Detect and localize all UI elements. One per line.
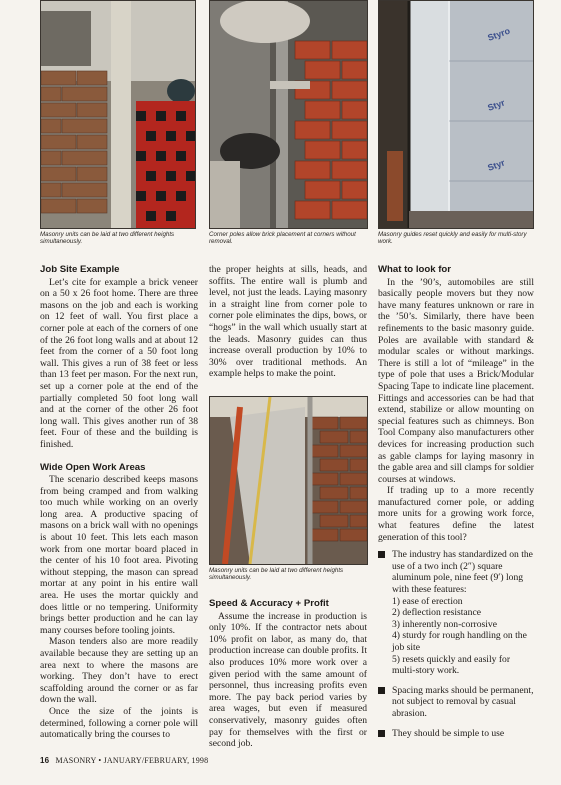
photo-caption: Masonry units can be laid at two different heights simultaneously. <box>209 567 344 582</box>
paragraph: The scenario described keeps masons from being cramped and from walking too much while working on an overly long area. A productive spacing of masons on a brick wall with no openings is about 10 feet. This lets each mason work from one mortar board placed in the center of his 10 foot area. Pivoting without stepping, the mason can spread mortar at any point in his entire wall area. He uses the mortar quickly and does little or no tempering. Uniformity brings better production and he can lay many courses before tooling joints. <box>40 474 198 636</box>
paragraph: the proper heights at sills, heads, and soffits. The entire wall is plumb and level, not just the leads. Laying masonry in a straight line from corner pole to corner pole eliminates the dips, bows, or “hogs” in the wall which usually start at the leads. Masonry guides can thus increase overall production by 10% to 30% over traditional methods. An example helps to make the point. <box>209 264 367 380</box>
section-heading: Job Site Example <box>40 264 120 275</box>
publication-name: MASONRY • JANUARY/FEBRUARY, 1998 <box>55 756 209 765</box>
svg-text:Styro: Styro <box>486 25 512 43</box>
section-heading: What to look for <box>378 264 452 275</box>
article-column-2 <box>209 264 367 380</box>
list-item: Spacing marks should be permanent, not subject to removal by casual abrasion. <box>378 685 534 720</box>
list-item: 5) resets quickly and easily for multi-story work. <box>392 653 511 677</box>
section-heading: Wide Open Work Areas <box>40 461 146 473</box>
list-item: 3) inherently non-corrosive <box>392 618 497 630</box>
paragraph: Let’s cite for example a brick veneer on a 50 x 26 foot home. There are three masons on the job and each is working on 12 feet of wall. You first place a corner pole at each of the corners of one of the 26 foot long walls and at about 12 feet from the corner of a 50 foot long wall. This gives a run of 38 feet or less than 13 feet per mason. For the next run, set up a corner pole at the end of the partially completed 50 foot long wall and at the corner of the other 26 foot long wall. This gives another run of 38 feet. Four of these and the building is finished. <box>40 276 198 450</box>
list-item: 2) deflection resistance <box>392 607 481 619</box>
list-item: 4) sturdy for rough handling on the job site <box>392 630 527 653</box>
photo-caption: Masonry guides reset quickly and easily for multi-story work. <box>378 231 527 246</box>
paragraph: In the ’90’s, automobiles are still basically people movers but they now have many features unknown or rare in the ’50’s. Similarly, there have been refinements to the basic masonry guide. Poles are available with standard & modular scales or without markings. There is still a lot of “mileage” in the type of pole that uses a Brick/Modular Spacing Tape to indicate line placement. Fittings and accessories can be had that extend, stabilize or allow mounting on special features such as chimneys. Bon Tool Company also manufacturers other devices for increasing production such as gable clamps for laying masonry in the gable area and sill clamps for soldier courses at windows. <box>378 276 534 485</box>
svg-text:Styr: Styr <box>486 97 507 113</box>
article-column-2-continued <box>209 598 367 750</box>
photo-caption: Corner poles allow brick placement at corners without removal. <box>209 231 356 246</box>
list-item: They should be simple to use <box>378 728 534 740</box>
list-item: The industry has standardized on the use of a two inch (2″) square aluminum pole, nine feet (9′) long with these features: 1) ease of erection 2) deflection resistance 3) inherently non-corrosive 4) sturdy for rough handling on the job site 5) resets quickly and easily for multi-story work. <box>378 549 534 677</box>
photo-corner-pole <box>209 0 368 229</box>
list-item: 1) ease of erection <box>392 595 463 607</box>
section-heading: Speed & Accuracy + Profit <box>209 598 329 609</box>
paragraph: Mason tenders also are more readily available because they are setting up an area next to where the masons are working. They don’t have to erect scaffolding around the corner or as far down the wall. <box>40 636 198 706</box>
page-footer <box>40 756 208 765</box>
feature-list <box>378 549 534 739</box>
feature-sublist <box>392 596 534 677</box>
paragraph: If trading up to a more recently manufactured corner pole, or adding more units for a growing work force, what features define the latest generation of this tool? <box>378 485 534 543</box>
photo-caption: Masonry units can be laid at two different heights simultaneously. <box>40 231 175 246</box>
article-column-3 <box>378 264 534 747</box>
svg-text:Styr: Styr <box>486 157 507 173</box>
paragraph: Assume the increase in production is only 10%. If the contractor nets about 10% profit on labor, as many do, that production increase can double profits. It also produces 10% more work over a given period with the same amount of personnel, thus increasing profits even more. The pay back period varies by area wages, but even if measured conservatively, masonry guides often pay for themselves with the first or second job. <box>209 610 367 750</box>
photo-mason-corner <box>40 0 196 229</box>
page-number: 16 <box>40 756 50 765</box>
photo-mason-scaffold <box>209 396 368 565</box>
photo-house-wrap <box>378 0 534 229</box>
paragraph: Once the size of the joints is determined, following a corner pole will automatically bring the courses to <box>40 705 198 741</box>
article-column-1 <box>40 264 198 741</box>
